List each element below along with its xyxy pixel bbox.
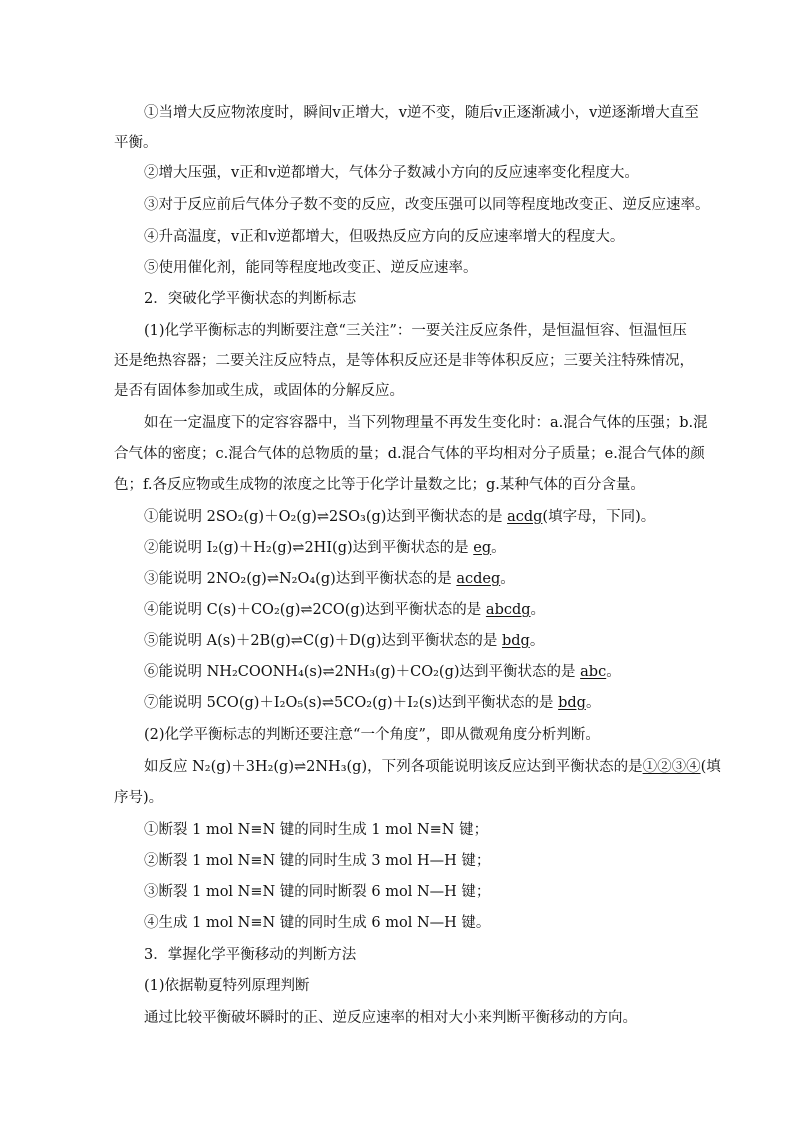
question-text: ①能说明 2SO₂(g)＋O₂(g)⇌2SO₃(g)达到平衡状态的是	[144, 509, 508, 525]
question-text: ③能说明 2NO₂(g)⇌N₂O₄(g)达到平衡状态的是	[144, 571, 457, 587]
text-line: 通过比较平衡破坏瞬时的正、逆反应速率的相对大小来判断平衡移动的方向。	[144, 1010, 637, 1026]
text-line: ④升高温度，v正和v逆都增大，但吸热反应方向的反应速率增大的程度大。	[144, 229, 625, 245]
text-line: 序号)。	[114, 790, 164, 806]
list-item: ④生成 1 mol N≡N 键的同时生成 6 mol N—H 键。	[144, 915, 491, 931]
answer: bdg	[501, 633, 530, 649]
question-text: ②能说明 I₂(g)＋H₂(g)⇌2HI(g)达到平衡状态的是	[144, 540, 474, 556]
question-text: 。	[500, 571, 515, 587]
text-line: ⑤使用催化剂，能同等程度地改变正、逆反应速率。	[144, 260, 478, 276]
text-line: 平衡。	[114, 135, 158, 151]
question-text: 。	[529, 633, 545, 649]
text-line: 是否有固体参加或生成，或固体的分解反应。	[114, 383, 404, 399]
section-heading-3: 3．掌握化学平衡移动的判断方法	[144, 947, 357, 963]
answer: acdg	[507, 509, 543, 525]
text-line: (1)化学平衡标志的判断要注意“三关注”：一要关注反应条件，是恒温恒容、恒温恒压	[144, 323, 687, 339]
question-text: 。	[491, 540, 506, 556]
question-text: (填	[700, 759, 721, 775]
question-text: ⑤能说明 A(s)＋2B(g)⇌C(g)＋D(g)达到平衡状态的是	[144, 633, 502, 649]
text-line: (2)化学平衡标志的判断还要注意“一个角度”，即从微观角度分析判断。	[144, 727, 600, 743]
question-text: ④能说明 C(s)＋CO₂(g)⇌2CO(g)达到平衡状态的是	[144, 602, 486, 618]
list-item: ③断裂 1 mol N≡N 键的同时断裂 6 mol N—H 键；	[144, 884, 491, 900]
question-text: 。	[530, 602, 546, 618]
list-item: ②断裂 1 mol N≡N 键的同时生成 3 mol H—H 键；	[144, 853, 491, 869]
text-line: ③对于反应前后气体分子数不变的反应，改变压强可以同等程度地改变正、逆反应速率。	[144, 197, 710, 213]
text-line: 合气体的密度；c.混合气体的总物质的量；d.混合气体的平均相对分子质量；e.混合气体的颜	[114, 446, 705, 462]
question-8	[144, 757, 721, 777]
answer: ①②③④	[642, 759, 701, 775]
question-text: (填字母，下同)。	[542, 509, 656, 525]
question-text: ⑥能说明 NH₂COONH₄(s)⇌2NH₃(g)＋CO₂(g)达到平衡状态的是	[144, 664, 581, 680]
question-4	[144, 600, 545, 620]
answer: eg	[473, 540, 492, 556]
question-3	[144, 569, 515, 589]
subheading: (1)依据勒夏特列原理判断	[144, 978, 310, 994]
text-line: 如在一定温度下的定容容器中，当下列物理量不再发生变化时：a.混合气体的压强；b.混	[144, 415, 708, 431]
question-5	[144, 631, 544, 651]
answer: abcdg	[485, 602, 531, 618]
list-item: ①断裂 1 mol N≡N 键的同时生成 1 mol N≡N 键；	[144, 822, 489, 838]
question-7	[144, 693, 600, 713]
text-line: 色；f.各反应物或生成物的浓度之比等于化学计量数之比；g.某种气体的百分含量。	[114, 477, 645, 493]
question-1	[144, 507, 655, 527]
section-heading-2: 2．突破化学平衡状态的判断标志	[144, 291, 357, 307]
question-text: ⑦能说明 5CO(g)＋I₂O₅(s)⇌5CO₂(g)＋I₂(s)达到平衡状态的是	[144, 695, 559, 711]
question-6	[144, 662, 621, 682]
question-text: 。	[585, 695, 601, 711]
question-text: 。	[606, 664, 621, 680]
question-text: 如反应 N₂(g)＋3H₂(g)⇌2NH₃(g)，下列各项能说明该反应达到平衡状态的是	[144, 759, 643, 775]
text-line: ①当增大反应物浓度时，瞬间v正增大，v逆不变，随后v正逐渐减小，v逆逐渐增大直至	[144, 105, 699, 121]
answer: bdg	[558, 695, 586, 711]
answer: abc	[580, 664, 607, 680]
text-line: 还是绝热容器；二要关注反应特点，是等体积反应还是非等体积反应；三要关注特殊情况，	[114, 353, 694, 369]
question-2	[144, 538, 506, 558]
text-line: ②增大压强，v正和v逆都增大，气体分子数减小方向的反应速率变化程度大。	[144, 165, 639, 181]
answer: acdeg	[456, 571, 501, 587]
